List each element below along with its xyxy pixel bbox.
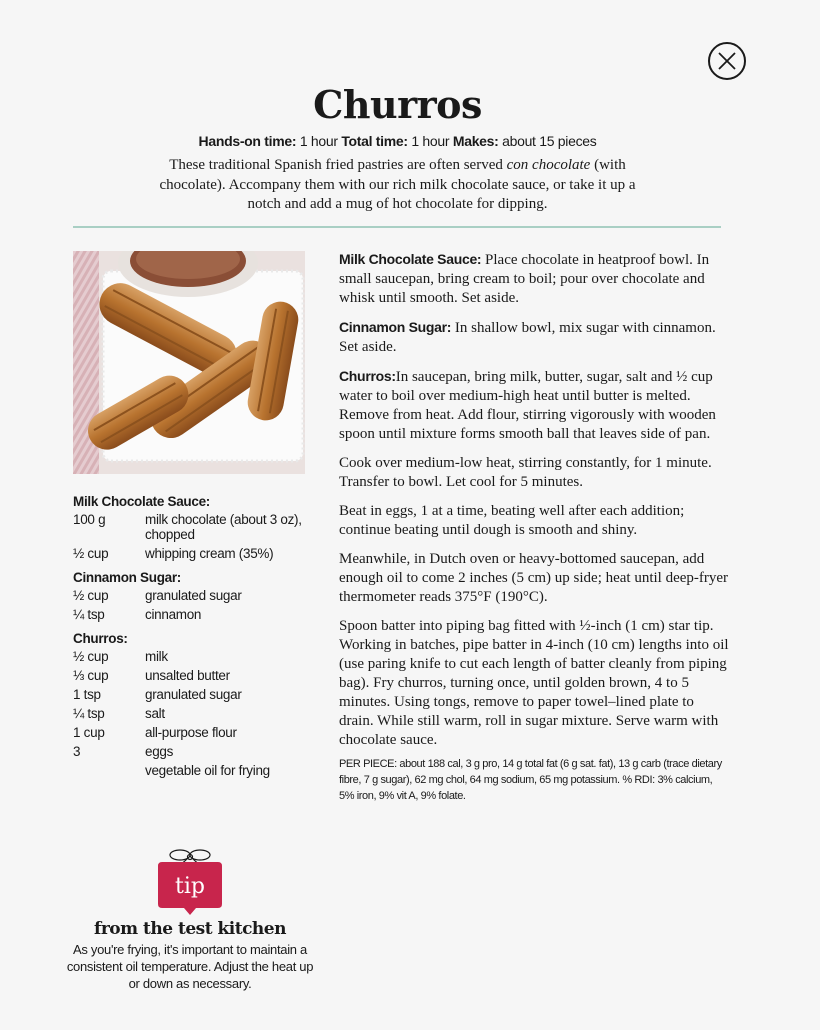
makes-value: about 15 pieces [498,133,597,149]
ingredient-row [73,544,323,563]
method-steps [339,250,729,814]
ingredient-item: granulated sugar [145,588,242,603]
ingredient-qty: 100 g [73,512,106,527]
ingredient-item: salt [145,706,165,721]
method-step-5: Spoon batter into piping bag fitted with ½-inch (1 cm) star tip. Working in batches, pipe batter in 4-inch (10 cm) lengths into oil (use paring knife to cut each length of batter cleanly from piping bag). Fry churros, turning once, until golden brown, 4 to 5 minutes. Using tongs, remove to paper towel–lined plate to drain. While still warm, roll in sugar mixture. Serve warm with chocolate sauce. [339,618,729,748]
method-churros [339,367,729,444]
ingredient-qty: 1 cup [73,725,105,740]
ingredient-row [73,723,323,742]
recipe-title: Churros [313,82,482,127]
ingredient-row [73,666,323,685]
recipe-meta [0,133,795,149]
ingredient-qty: ½ cup [73,588,109,603]
intro-text-1: These traditional Spanish fried pastries are often served [169,157,507,173]
method-churros-lead: Churros: [339,368,396,384]
method-sauce-text: Place chocolate in heatproof bowl. In small saucepan, bring cream to boil; pour over chocolate and whisk until smooth. Set aside. [339,252,710,306]
method-step-3: Beat in eggs, 1 at a time, beating well after each addition; continue beating until dough is smooth and shiny. [339,503,685,538]
handson-value: 1 hour [296,133,342,149]
recipe-intro [150,156,645,215]
ingredient-item: eggs [145,744,174,759]
ingredient-item: milk [145,649,168,664]
method-sauce [339,250,729,308]
close-icon [718,52,736,70]
handson-label: Hands-on time: [198,133,297,149]
ingredient-qty: ¼ tsp [73,706,105,721]
tip-label: tip [175,874,205,899]
method-step-2: Cook over medium-low heat, stirring constantly, for 1 minute. Transfer to bowl. Let cool for 5 minutes. [339,455,712,490]
ingredient-qty [73,761,145,780]
ingredient-row [73,510,323,544]
total-value: 1 hour [407,133,453,149]
method-churros-text: In saucepan, bring milk, butter, sugar, salt and ½ cup water to boil over medium-high heat until butter is melted. Remove from heat. Add flour, stirring vigorously with wooden spoon until mixture forms smooth ball that leaves side of pan. [339,369,716,442]
ingredient-qty: 3 [73,744,81,759]
ingredient-qty: ½ cup [73,649,109,664]
ingredient-qty: ½ cup [73,546,109,561]
ingredient-item: vegetable oil for frying [145,763,270,778]
method-cinnamon-text: In shallow bowl, mix sugar with cinnamon. Set aside. [339,320,716,355]
ingredient-item: cinnamon [145,607,202,622]
ingredient-qty: ¼ tsp [73,607,105,622]
ingredients-heading-churros: Churros: [73,631,128,646]
method-cinnamon-lead: Cinnamon Sugar: [339,319,452,335]
ingredient-item: unsalted butter [145,668,230,683]
ingredient-row [73,605,323,624]
ingredient-row [73,586,323,605]
method-sauce-lead: Milk Chocolate Sauce: [339,251,482,267]
ingredient-item: milk chocolate (about 3 oz), chopped [145,512,302,542]
ingredients-list [73,494,323,780]
ingredient-item: whipping cream (35%) [145,546,274,561]
total-label: Total time: [341,133,408,149]
close-button[interactable] [708,42,746,80]
intro-text-2: (with chocolate). Accompany them with our rich milk chocolate sauce, or take it up a notch and add a mug of hot chocolate for dipping. [159,157,636,212]
churros-photo [73,251,305,474]
tip-badge [152,848,228,918]
ingredient-qty: 1 tsp [73,687,101,702]
ingredient-item: all-purpose flour [145,725,237,740]
ingredient-qty: ⅓ cup [73,668,109,683]
makes-label: Makes: [452,133,499,149]
ingredient-item: granulated sugar [145,687,242,702]
tip-text: As you're frying, it's important to maintain a consistent oil temperature. Adjust the heat up or down as necessary. [66,942,314,991]
ingredient-row [73,761,323,780]
section-divider [73,226,721,228]
ingredient-row [73,685,323,704]
ingredients-heading-sauce: Milk Chocolate Sauce: [73,494,210,509]
method-step-4: Meanwhile, in Dutch oven or heavy-bottomed saucepan, add enough oil to come 2 inches (5 cm) up side; heat until deep-fryer thermometer reads 375°F (190°C). [339,551,729,605]
ingredient-row [73,704,323,723]
method-cinnamon [339,318,729,357]
ingredient-row [73,647,323,666]
tip-subtitle: from the test kitchen [94,919,286,939]
nutrition-info: PER PIECE: about 188 cal, 3 g pro, 14 g total fat (6 g sat. fat), 13 g carb (trace dietary fibre, 7 g sugar), 62 mg chol, 64 mg sodium, 65 mg potassium. % RDI: 3% calcium, 5% iron, 9% vit A, 9% folate. [339,758,722,802]
intro-italic: con chocolate [506,157,591,173]
ingredient-row [73,742,323,761]
ingredients-heading-cinnamon: Cinnamon Sugar: [73,570,182,585]
